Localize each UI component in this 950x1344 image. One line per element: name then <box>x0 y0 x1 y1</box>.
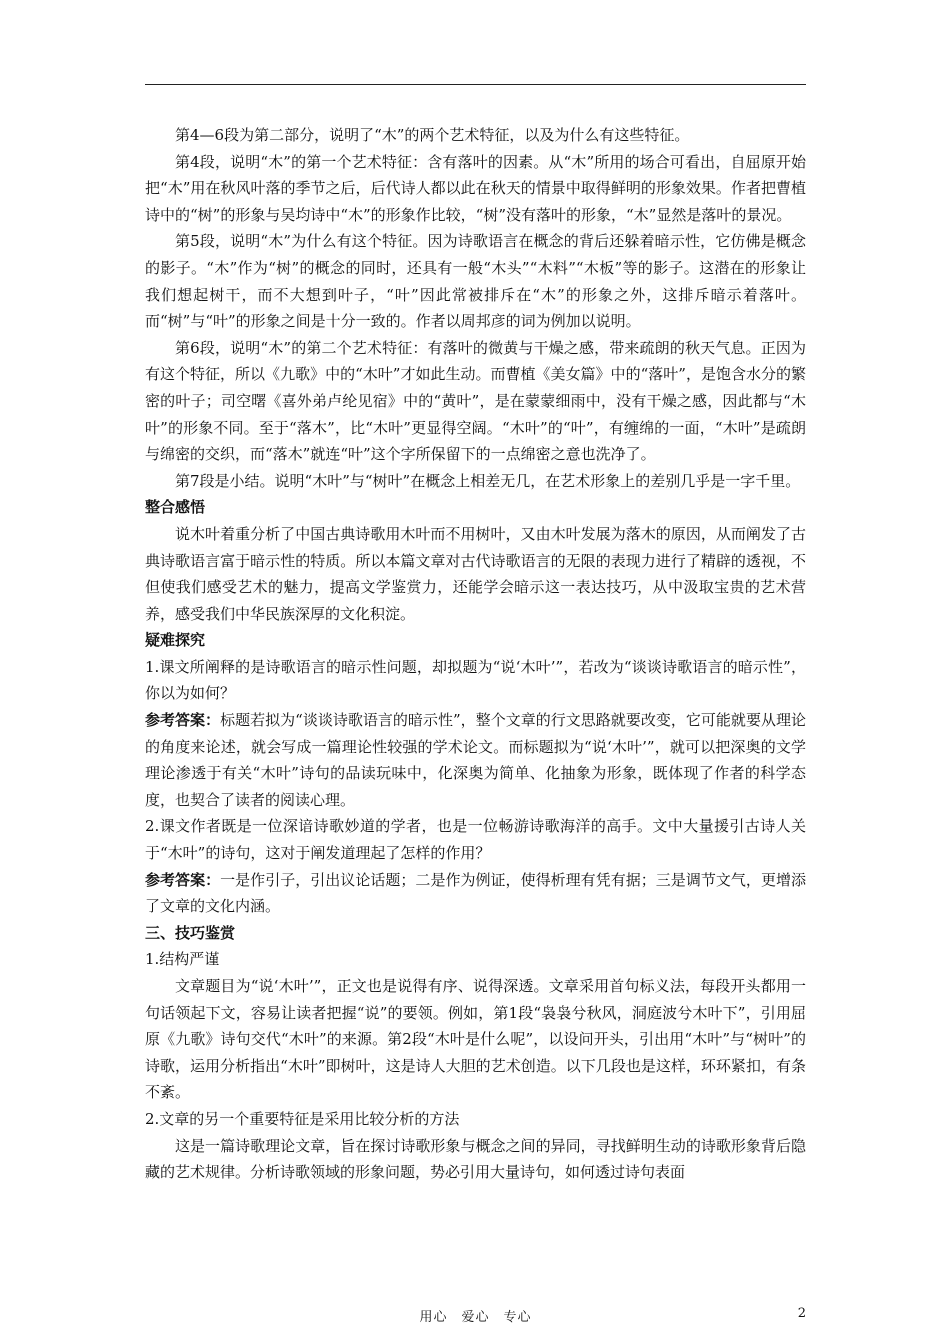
page-footer <box>145 1306 806 1326</box>
paragraph: 文章题目为“说‘木叶’”，正文也是说得有序、说得深透。文章采用首句标义法，每段开头都用一句话领起下文，容易让读者把握“说”的要领。例如，第1段“袅袅兮秋风，洞庭波兮木叶下”，引用屈原《九歌》诗句交代“木叶”的来源。第2段“木叶是什么呢”，以设问开头，引出用“木叶”与“树叶”的诗歌，运用分析指出“木叶”即树叶，这是诗人大胆的艺术创造。以下几段也是这样，环环紧扣，有条不紊。 <box>145 977 806 1102</box>
header-rule <box>145 84 806 85</box>
section-heading: 疑难探究 <box>145 631 206 650</box>
answer-label: 参考答案： <box>145 870 221 889</box>
answer-label: 参考答案： <box>145 711 221 730</box>
paragraph: 第4—6段为第二部分，说明了“木”的两个艺术特征，以及为什么有这些特征。 <box>175 126 690 144</box>
answer-text: 一是作引子，引出议论话题；二是作为例证，使得析理有凭有据；三是调节文气，更增添了文章的文化内涵。 <box>145 870 806 916</box>
question: 1.课文所阐释的是诗歌语言的暗示性问题，却拟题为“说‘木叶’”，若改为“谈谈诗歌语言的暗示性”，你以为如何？ <box>145 657 806 703</box>
footer-motto: 用心 爱心 专心 <box>419 1310 532 1325</box>
paragraph: 第4段，说明“木”的第一个艺术特征：含有落叶的因素。从“木”所用的场合可看出，自屈原开始把“木”用在秋风叶落的季节之后，后代诗人都以此在秋天的情景中取得鲜明的形象效果。作者把曹植诗中的“树”的形象与吴均诗中“木”的形象作比较，“树”没有落叶的形象，“木”显然是落叶的景况。 <box>145 152 806 224</box>
section-heading: 整合感悟 <box>145 498 206 517</box>
subheading: 2.文章的另一个重要特征是采用比较分析的方法 <box>145 1109 460 1128</box>
answer-paragraph <box>145 707 806 813</box>
paragraph: 第5段，说明“木”为什么有这个特征。因为诗歌语言在概念的背后还躲着暗示性，它仿佛是概念的影子。“木”作为“树”的概念的同时，还具有一般“木头”“木料”“木板”等的影子。这潜在的形象让我们想起树干，而不大想到叶子，“叶”因此常被排斥在“木”的形象之外，这排斥暗示着落叶。而“树”与“叶”的形象之间是十分一致的。作者以周邦彦的词为例加以说明。 <box>145 232 806 331</box>
answer-text: 标题若拟为“谈谈诗歌语言的暗示性”，整个文章的行文思路就要改变，它可能就要从理论的角度来论述，就会写成一篇理论性较强的学术论文。而标题拟为“说‘木叶’”，就可以把深奥的文学理论渗透于有关“木叶”诗句的品读玩味中，化深奥为简单、化抽象为形象，既体现了作者的科学态度，也契合了读者的阅读心理。 <box>145 711 806 809</box>
paragraph: 说木叶着重分析了中国古典诗歌用木叶而不用树叶，又由木叶发展为落木的原因，从而阐发了古典诗歌语言富于暗示性的特质。所以本篇文章对古代诗歌语言的无限的表现力进行了精辟的透视，不但使我们感受艺术的魅力，提高文学鉴赏力，还能学会暗示这一表达技巧，从中汲取宝贵的艺术营养，感受我们中华民族深厚的文化积淀。 <box>145 524 806 623</box>
paragraph: 第6段，说明“木”的第二个艺术特征：有落叶的微黄与干燥之感，带来疏朗的秋天气息。正因为有这个特征，所以《九歌》中的“木叶”才如此生动。而曹植《美女篇》中的“落叶”，是饱含水分的繁密的叶子；司空曙《喜外弟卢纶见宿》中的“黄叶”，是在蒙蒙细雨中，没有干燥之感，因此都与“木叶”的形象不同。至于“落木”，比“木叶”更显得空阔。“木叶”的“叶”，有缠绵的一面，“木叶”是疏朗与绵密的交织，而“落木”就连“叶”这个字所保留下的一点绵密之意也洗净了。 <box>145 338 806 464</box>
subheading: 1.结构严谨 <box>145 950 220 969</box>
section-heading: 三、技巧鉴赏 <box>145 923 236 942</box>
answer-paragraph <box>145 867 806 920</box>
document-body <box>145 122 806 1186</box>
page-number: 2 <box>797 1306 806 1321</box>
paragraph: 这是一篇诗歌理论文章，旨在探讨诗歌形象与概念之间的异同，寻找鲜明生动的诗歌形象背后隐藏的艺术规律。分析诗歌领域的形象问题，势必引用大量诗句，如何透过诗句表面 <box>145 1136 806 1182</box>
paragraph: 第7段是小结。说明“木叶”与“树叶”在概念上相差无几，在艺术形象上的差别几乎是一字千里。 <box>175 471 801 490</box>
question: 2.课文作者既是一位深谙诗歌妙道的学者，也是一位畅游诗歌海洋的高手。文中大量援引古诗人关于“木叶”的诗句，这对于阐发道理起了怎样的作用？ <box>145 817 806 863</box>
